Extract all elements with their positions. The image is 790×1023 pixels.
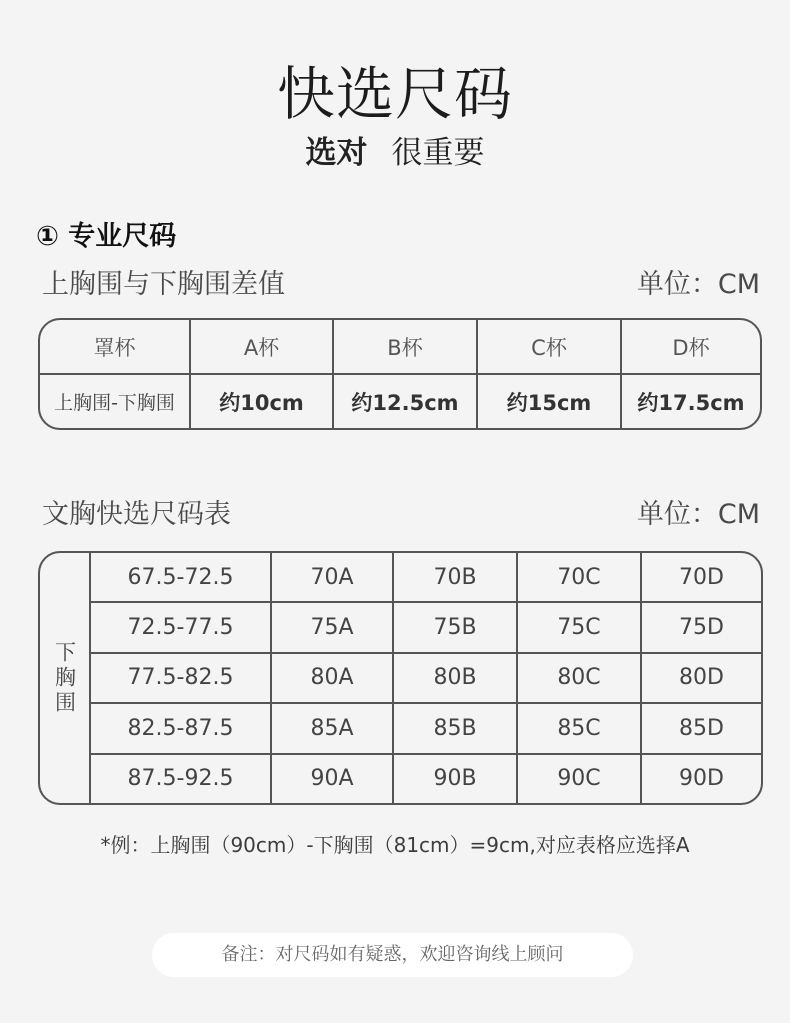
bra-size-cell: 75A bbox=[272, 603, 392, 651]
subtitle-text: 很重要 bbox=[391, 135, 485, 171]
cup-header-cell: B杯 bbox=[334, 320, 476, 373]
bra-size-cell: 70C bbox=[518, 553, 640, 601]
bra-size-cell: 80B bbox=[394, 654, 516, 702]
bra-size-cell: 70B bbox=[394, 553, 516, 601]
bra-size-cell: 90B bbox=[394, 755, 516, 803]
underbust-label: 下胸围 bbox=[52, 640, 77, 716]
underbust-row-header bbox=[40, 553, 89, 803]
subtitle-emphasis: 选对 bbox=[305, 135, 368, 171]
difference-value-cell: 约12.5cm bbox=[334, 375, 476, 428]
bra-size-cell: 75B bbox=[394, 603, 516, 651]
bra-size-cell: 90D bbox=[642, 755, 761, 803]
bra-size-cell: 90A bbox=[272, 755, 392, 803]
bra-size-cell: 75C bbox=[518, 603, 640, 651]
size-table-unit: 单位：CM bbox=[636, 499, 760, 530]
bra-size-cell: 80A bbox=[272, 654, 392, 702]
bra-size-cell: 80D bbox=[642, 654, 761, 702]
cup-header-cell: D杯 bbox=[622, 320, 760, 373]
difference-label-cell: 上胸围-下胸围 bbox=[40, 375, 189, 428]
bra-size-table bbox=[38, 551, 763, 805]
underbust-range-cell: 82.5-87.5 bbox=[91, 704, 270, 752]
footer-note-text: 备注：对尺码如有疑惑，欢迎咨询线上顾问 bbox=[221, 944, 564, 965]
bra-size-cell: 80C bbox=[518, 654, 640, 702]
cup-header-cell: 罩杯 bbox=[40, 320, 189, 373]
footer-note-pill bbox=[152, 933, 633, 977]
section-heading: ① 专业尺码 bbox=[36, 221, 177, 252]
bra-size-cell: 85D bbox=[642, 704, 761, 752]
bra-size-cell: 90C bbox=[518, 755, 640, 803]
cup-difference-table bbox=[38, 318, 762, 430]
underbust-range-cell: 77.5-82.5 bbox=[91, 654, 270, 702]
page-title: 快选尺码 bbox=[276, 60, 513, 128]
underbust-range-cell: 67.5-72.5 bbox=[91, 553, 270, 601]
difference-value-cell: 约15cm bbox=[478, 375, 620, 428]
example-note: *例：上胸围（90cm）-下胸围（81cm）=9cm,对应表格应选择A bbox=[100, 833, 690, 857]
cup-difference-title: 上胸围与下胸围差值 bbox=[42, 269, 285, 300]
cup-difference-unit: 单位：CM bbox=[636, 269, 760, 300]
underbust-range-cell: 72.5-77.5 bbox=[91, 603, 270, 651]
bra-size-cell: 70A bbox=[272, 553, 392, 601]
difference-value-cell: 约17.5cm bbox=[622, 375, 760, 428]
bra-size-cell: 85B bbox=[394, 704, 516, 752]
size-table-title: 文胸快选尺码表 bbox=[42, 499, 231, 530]
cup-header-cell: C杯 bbox=[478, 320, 620, 373]
page-subtitle bbox=[0, 133, 790, 173]
bra-size-cell: 85C bbox=[518, 704, 640, 752]
bra-size-cell: 75D bbox=[642, 603, 761, 651]
underbust-range-cell: 87.5-92.5 bbox=[91, 755, 270, 803]
bra-size-cell: 85A bbox=[272, 704, 392, 752]
difference-value-cell: 约10cm bbox=[191, 375, 332, 428]
bra-size-cell: 70D bbox=[642, 553, 761, 601]
cup-header-cell: A杯 bbox=[191, 320, 332, 373]
